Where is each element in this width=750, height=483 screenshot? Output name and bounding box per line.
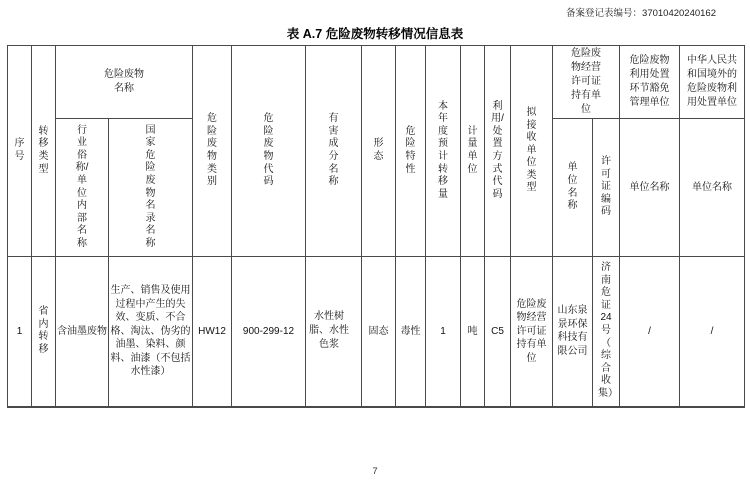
header-unit-of-measure-label: 计量单位	[467, 125, 478, 175]
cell-serial: 1	[8, 257, 32, 407]
header-exempt-unit-group	[620, 46, 680, 119]
header-license-holder-name-label: 单位名称	[567, 162, 578, 212]
header-license-code	[593, 119, 620, 257]
cell-transfer-type	[32, 257, 56, 407]
cell-waste-code: 900-299-12	[232, 257, 306, 407]
page-title: 表 A.7 危险废物转移情况信息表	[286, 27, 464, 41]
header-national-catalog-name-label: 国家危险废物名录名称	[145, 124, 156, 249]
cell-license-code	[593, 257, 620, 407]
page-number: 7	[372, 466, 378, 477]
header-hazard-property-label: 危险特性	[405, 125, 416, 175]
header-overseas-unit-name: 单位名称	[680, 119, 745, 257]
header-serial-label: 序号	[14, 138, 25, 162]
header-waste-code-label: 危险废物代码	[263, 113, 274, 188]
header-unit-of-measure	[461, 46, 485, 257]
cell-industry-name: 含油墨废物	[56, 257, 109, 407]
header-license-holder-name	[553, 119, 593, 257]
header-overseas-unit-group-label: 中华人民共和国境外的危险废物利用处置单位	[687, 55, 737, 108]
header-form	[362, 46, 396, 257]
header-transfer-type-label: 转移类型	[38, 125, 49, 175]
cell-overseas-unit-name: /	[680, 257, 745, 407]
header-exempt-unit-group-label: 危险废物利用处置环节豁免管理单位	[629, 55, 670, 108]
cell-receiver-type: 危险废物经营许可证持有单位	[511, 257, 553, 407]
header-exempt-unit-name: 单位名称	[620, 119, 680, 257]
cell-unit-of-measure: 吨	[461, 257, 485, 407]
header-row-1	[8, 46, 745, 119]
header-overseas-unit-group	[680, 46, 745, 119]
registration-number: 备案登记表编号：37010420240162	[566, 8, 716, 19]
header-waste-category	[193, 46, 232, 257]
header-receiver-type	[511, 46, 553, 257]
header-waste-name-group-label: 危险废物名称	[104, 69, 144, 94]
header-harmful-component-label: 有害成分名称	[328, 113, 339, 188]
header-disposal-code-label: 利用/处置方式代码	[491, 100, 504, 200]
header-receiver-type-label: 拟接收单位类型	[526, 106, 537, 194]
cell-license-code-text: 济南危证24号（综合收集）	[598, 261, 618, 399]
cell-waste-category: HW12	[193, 257, 232, 407]
header-waste-code	[232, 46, 306, 257]
hazardous-waste-transfer-table	[7, 45, 745, 408]
cell-harmful-component	[306, 257, 362, 407]
cell-form: 固态	[362, 257, 396, 407]
header-annual-transfer	[426, 46, 461, 257]
cell-transfer-type-text: 省内转移	[38, 306, 49, 355]
header-annual-transfer-label: 本年度预计转移量	[438, 100, 448, 200]
cell-license-holder-name: 山东泉景环保科技有限公司	[553, 257, 593, 407]
cell-exempt-unit-name: /	[620, 257, 680, 407]
header-industry-name	[56, 119, 109, 257]
cell-harmful-component-text: 水性树脂、水性色浆	[309, 311, 349, 351]
header-waste-category-label: 危险废物类别	[207, 113, 217, 188]
header-license-holder-group-label: 危险废物经营许可证持有单位	[571, 48, 601, 115]
header-national-catalog-name	[109, 119, 193, 257]
cell-hazard-property: 毒性	[396, 257, 426, 407]
header-license-code-label: 许可证编码	[601, 156, 611, 218]
header-license-holder-group	[553, 46, 620, 119]
header-disposal-code	[485, 46, 511, 257]
header-serial	[8, 46, 32, 257]
header-harmful-component	[306, 46, 362, 257]
header-waste-name-group	[56, 46, 193, 119]
header-form-label: 形态	[373, 138, 384, 162]
header-transfer-type	[32, 46, 56, 257]
cell-national-catalog-name: 生产、销售及使用过程中产生的失效、变质、不合格、淘汰、伪劣的油墨、染料、颜料、油漆（不包括水性漆）	[109, 257, 193, 407]
header-industry-name-label: 行业俗称/单位内部名称	[75, 124, 89, 249]
cell-annual-transfer: 1	[426, 257, 461, 407]
header-hazard-property	[396, 46, 426, 257]
table-row	[8, 257, 745, 407]
cell-disposal-code: C5	[485, 257, 511, 407]
